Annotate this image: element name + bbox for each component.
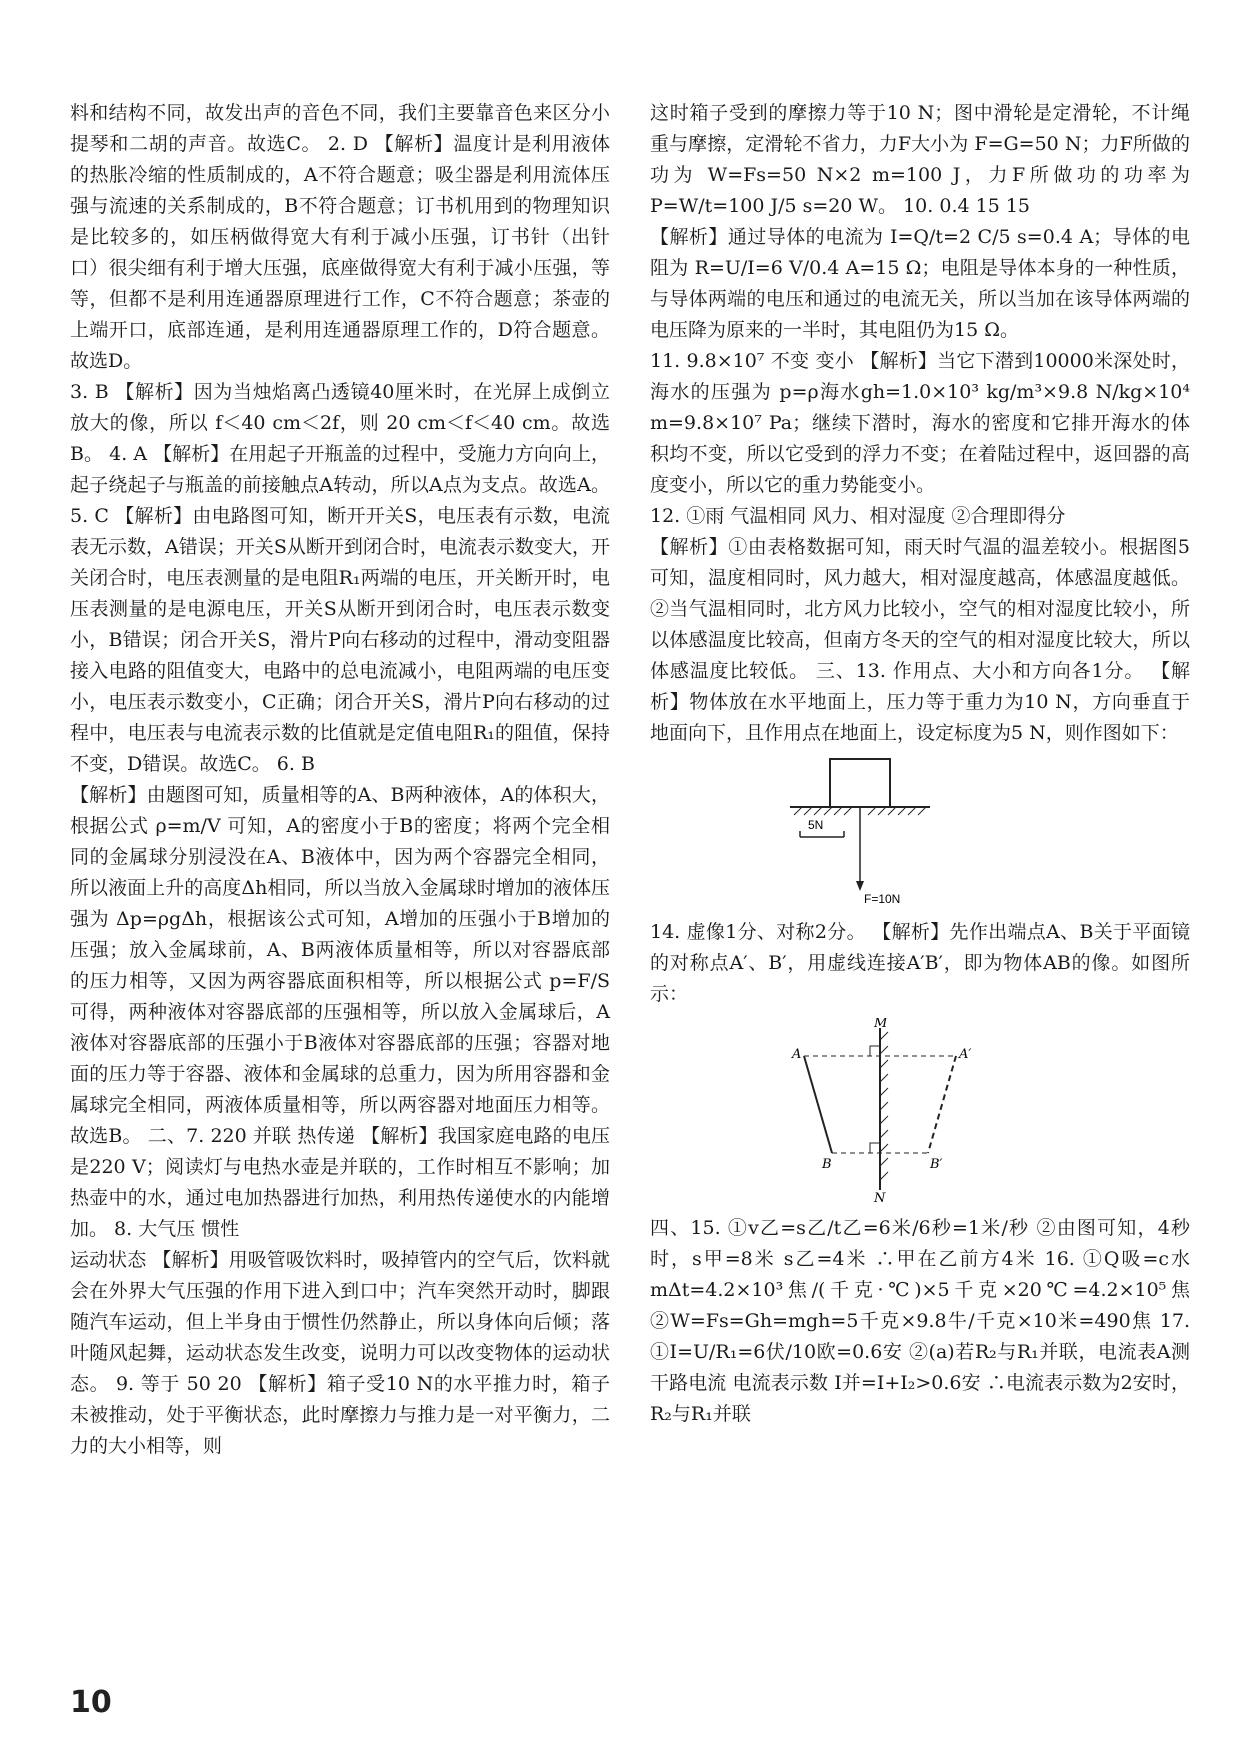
paragraph: 【解析】通过导体的电流为 I=Q/t=2 C/5 s=0.4 A；导体的电阻为 R=U/I=6 V/0.4 A=15 Ω；电阻是导体本身的一种性质，与导体两端的电压和通过的电流无关，所以当加在该导体两端的电压降为原来的一半时，其电阻仍为15 Ω。 [650,226,1190,341]
right-column [650,98,1190,1430]
paragraph: 11. 9.8×10⁷ 不变 变小 【解析】当它下潜到10000米深处时，海水的压强为 p=ρ海水gh=1.0×10³ kg/m³×9.8 N/kg×10⁴ m=9.8×10⁷ Pa；继续下潜时，海水的密度和它排开海水的体积均不变，所以它受到的浮力不变；在着陆过程中，返回器的高度变小，所以它的重力势能变小。 [650,350,1190,496]
paragraph: 【解析】由题图可知，质量相等的A、B两种液体，A的体积大，根据公式 ρ=m/V 可知，A的密度小于B的密度；将两个完全相同的金属球分别浸没在A、B液体中，因为两个容器完全相同，所以液面上升的高度Δh相同，所以当放入金属球时增加的液体压强为 Δp=ρgΔh，根据该公式可知，A增加的压强小于B增加的压强；放入金属球前，A、B两液体质量相等，所以对容器底部的压力相等，又因为两容器底面积相等，所以根据公式 p=F/S 可得，两种液体对容器底部的压强相等，所以放入金属球后，A液体对容器底部的压强小于B液体对容器底部的压强；容器对地面的压力等于容器、液体和金属球的总重力，因为所用容器和金属球完全相同，两液体质量相等，所以两容器对地面压力相等。故选B。 二、7. 220 并联 热传递 【解析】我国家庭电路的电压是220 V；阅读灯与电热水壶是并联的，工作时相互不影响；加热壶中的水，通过电加热器进行加热，利用热传递使水的内能增加。 8. 大气压 惯性 [70,784,610,1240]
label-N: N [874,1191,886,1203]
paragraph: 料和结构不同，故发出声的音色不同，我们主要靠音色来区分小提琴和二胡的声音。故选C。 2. D 【解析】温度计是利用液体的热胀冷缩的性质制成的，A不符合题意；吸尘器是利用流体压强与流速的关系制成的，B不符合题意；订书机用到的物理知识是比较多的，如压柄做得宽大有利于减小压强，订书针（出针口）很尖细有利于增大压强，底座做得宽大有利于减小压强，等等，但都不是利用连通器原理进行工作，C不符合题意；茶壶的上端开口，底部连通，是利用连通器原理工作的，D符合题意。故选D。 [70,102,610,372]
paragraph: 14. 虚像1分、对称2分。 【解析】先作出端点A、B关于平面镜的对称点A′、B′，用虚线连接A′B′，即为物体AB的像。如图所示： [650,921,1190,1005]
right-angle-B [870,1143,880,1153]
paragraph: 四、15. ①v乙=s乙/t乙=6米/6秒=1米/秒 ②由图可知，4秒时，s甲=8米 s乙=4米 ∴甲在乙前方4米 16. ①Q吸=c水mΔt=4.2×10³焦/(千克·℃)×5千克×20℃=4.2×10⁵焦 ②W=Fs=Gh=mgh=5千克×9.8牛/千克×10米=490焦 17. ①I=U/R₁=6伏/10欧=0.6安 ②(a)若R₂与R₁并联，电流表A测干路电流 电流表示数 I并=I+I₂>0.6安 ∴电流表示数为2安时，R₂与R₁并联 [650,1217,1190,1425]
label-M: M [874,1018,888,1031]
paragraph: 这时箱子受到的摩擦力等于10 N；图中滑轮是定滑轮，不计绳重与摩擦，定滑轮不省力，力F大小为 F=G=50 N；力F所做的功为 W=Fs=50 N×2 m=100 J，力F所做功的功率为 P=W/t=100 J/5 s=20 W。 10. 0.4 15 15 [650,102,1190,217]
label-A: A [792,1047,802,1062]
arrow-head [856,881,864,891]
paragraph: 3. B 【解析】因为当烛焰离凸透镜40厘米时，在光屏上成倒立放大的像，所以 f＜40 cm＜2f，则 20 cm＜f＜40 cm。故选B。 4. A 【解析】在用起子开瓶盖的过程中，受施力方向向上，起子绕起子与瓶盖的前接触点A转动，所以A点为支点。故选A。 5. C 【解析】由电路图可知，断开开关S，电压表有示数，电流表无示数，A错误；开关S从断开到闭合时，电流表示数变大，开关闭合时，电压表测量的是电阻R₁两端的电压，开关断开时，电压表测量的是电源电压，开关S从断开到闭合时，电压表示数变小，B错误；闭合开关S，滑片P向右移动的过程中，滑动变阻器接入电路的阻值变大，电路中的总电流减小，电阻两端的电压变小，电压表示数变小，C正确；闭合开关S，滑片P向右移动的过程中，电压表与电流表示数的比值就是定值电阻R₁的阻值，保持不变，D错误。故选C。 6. B [70,381,610,775]
force-label: F=10N [864,892,901,906]
paragraph: 12. ①雨 气温相同 风力、相对湿度 ②合理即得分 [650,505,1066,527]
block [830,759,890,807]
pressure-force-diagram [770,757,950,907]
page-number: 10 [70,1685,112,1720]
paragraph: 【解析】①由表格数据可知，雨天时气温的温差较小。根据图5可知，温度相同时，风力越大，相对湿度越高，体感温度越低。②当气温相同时，北方风力比较小，空气的相对湿度比较小，所以体感温度比较高，但南方冬天的空气的相对湿度比较大，所以体感温度比较低。 三、13. 作用点、大小和方向各1分。 【解析】物体放在水平地面上，压力等于重力为10 N，方向垂直于地面向下，且作用点在地面上，设定标度为5 N，则作图如下： [650,536,1190,744]
label-A-prime: A′ [959,1047,972,1062]
label-B-prime: B′ [930,1157,943,1172]
left-column [70,98,610,1462]
scale-label: 5N [808,818,824,832]
plane-mirror-diagram [770,1018,990,1203]
paragraph: 运动状态 【解析】用吸管吸饮料时，吸掉管内的空气后，饮料就会在外界大气压强的作用下进入到口中；汽车突然开动时，脚跟随汽车运动，但上半身由于惯性仍然静止，所以身体向后倾；落叶随风起舞，运动状态发生改变，说明力可以改变物体的运动状态。 9. 等于 50 20 【解析】箱子受10 N的水平推力时，箱子未被推动，处于平衡状态，此时摩擦力与推力是一对平衡力，二力的大小相等，则 [70,1249,610,1457]
label-B: B [822,1157,832,1172]
right-angle-A [870,1046,880,1056]
object-AB [804,1056,832,1153]
mirror-hatch [880,1032,888,1180]
image-AB [928,1056,956,1153]
